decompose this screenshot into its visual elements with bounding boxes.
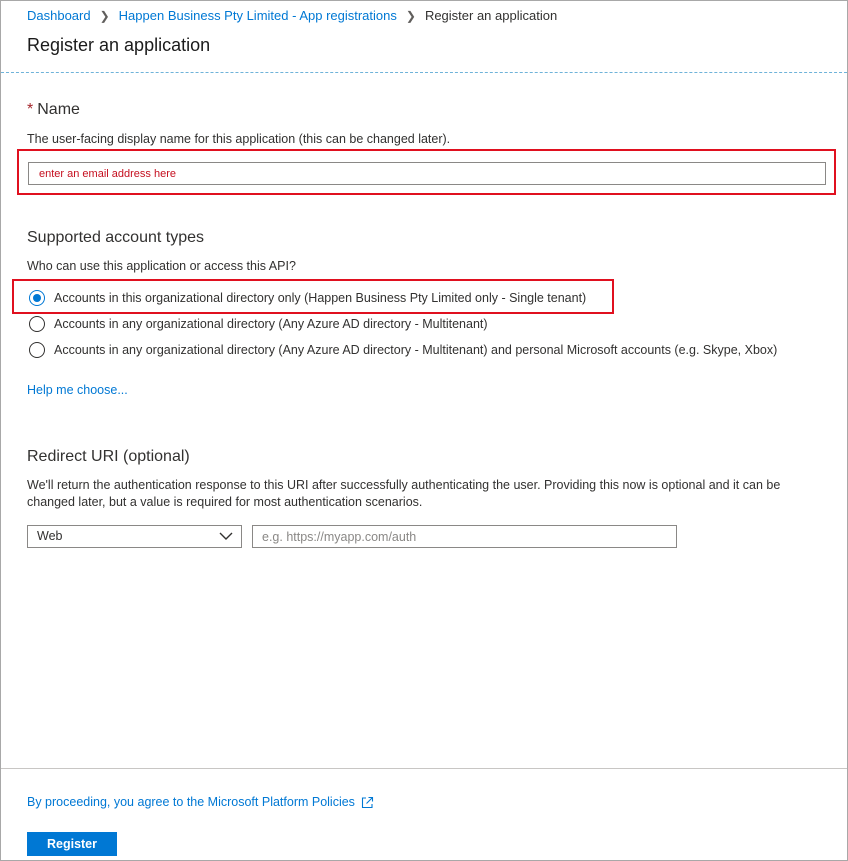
platform-select-value: Web <box>37 529 63 543</box>
account-option-label: Accounts in this organizational directory only (Happen Business Pty Limited only - Single tenant) <box>54 291 587 305</box>
title-divider <box>1 72 847 73</box>
redirect-uri-input[interactable] <box>252 525 677 548</box>
account-types-question: Who can use this application or access this API? <box>27 259 296 273</box>
breadcrumb-dashboard[interactable]: Dashboard <box>27 8 91 23</box>
page-title: Register an application <box>27 35 211 55</box>
account-option-label: Accounts in any organizational directory (Any Azure AD directory - Multitenant) and personal Microsoft accounts (e.g. Skype, Xbox) <box>54 343 778 357</box>
radio-unchecked-icon[interactable] <box>29 316 45 332</box>
account-option-label: Accounts in any organizational directory (Any Azure AD directory - Multitenant) <box>54 317 488 331</box>
register-button[interactable]: Register <box>27 832 117 856</box>
name-heading <box>27 100 80 120</box>
required-marker: * <box>27 101 34 118</box>
breadcrumb <box>27 7 557 25</box>
breadcrumb-app-registrations[interactable]: Happen Business Pty Limited - App registrations <box>118 8 397 23</box>
radio-checked-icon[interactable] <box>29 290 45 306</box>
account-types-heading: Supported account types <box>27 229 205 246</box>
name-input[interactable] <box>28 162 826 185</box>
chevron-right-icon: ❯ <box>99 9 110 23</box>
radio-unchecked-icon[interactable] <box>29 342 45 358</box>
chevron-down-icon <box>219 531 233 541</box>
account-option-multitenant-personal[interactable] <box>29 342 777 358</box>
redirect-helper: We'll return the authentication response to this URI after successfully authenticating the user. Providing this now is optional and it can be changed later, but a value is required for most authentication scenarios. <box>27 478 781 509</box>
account-option-multitenant[interactable] <box>29 316 488 332</box>
footer-divider <box>1 768 847 769</box>
name-heading-label: Name <box>37 101 80 118</box>
external-link-icon <box>361 796 374 809</box>
account-option-single-tenant[interactable] <box>29 290 586 306</box>
breadcrumb-current: Register an application <box>424 8 558 23</box>
redirect-heading: Redirect URI (optional) <box>27 448 190 465</box>
platform-select[interactable] <box>27 525 242 548</box>
help-me-choose-link[interactable]: Help me choose... <box>27 383 128 397</box>
chevron-right-icon: ❯ <box>405 9 416 23</box>
name-helper: The user-facing display name for this application (this can be changed later). <box>27 132 451 146</box>
platform-policies-link[interactable] <box>27 795 374 809</box>
platform-policies-text: By proceeding, you agree to the Microsoft Platform Policies <box>27 795 355 809</box>
